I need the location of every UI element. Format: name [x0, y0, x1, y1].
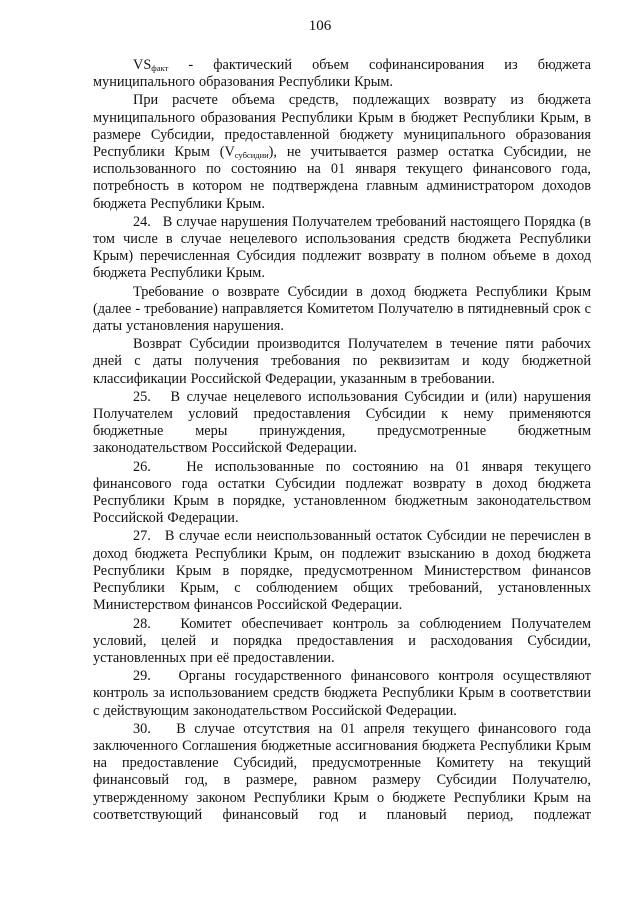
paragraph-p9 [93, 668, 591, 720]
paragraph-p6 [93, 459, 591, 528]
paragraph-text: - фактический объем софинансирования из бюджета муниципального образования Республики Крым. [93, 57, 591, 91]
page-number: 106 [308, 18, 332, 34]
paragraph-p3 [93, 284, 591, 336]
paragraph-text: 25. В случае нецелевого использования Субсидии и (или) нарушения Получателем условий предоставления Субсидии к нему применяются бюджетные меры принуждения, предусмотренные бюджетным законодательством Российской Федерации. [93, 388, 591, 457]
paragraph-p8 [93, 616, 591, 668]
paragraph-text: 26. Не использованные по состоянию на 01 января текущего финансового года остатки Субсидии подлежат возврату в доход бюджета Республики Крым в порядке, установленном бюджетным законодательством Российской Федерации. [93, 458, 591, 527]
paragraph-p0 [93, 57, 591, 91]
paragraph-p7 [93, 528, 591, 614]
paragraph-p1 [93, 92, 591, 212]
paragraph-text: Возврат Субсидии производится Получателем в течение пяти рабочих дней с даты получения требования по реквизитам и коду бюджетной классификации Российской Федерации, указанным в требовании. [93, 336, 591, 387]
paragraph-text: 28. Комитет обеспечивает контроль за соблюдением Получателем условий, целей и порядка предоставления и расходования Субсидии, установленных при её предоставлении. [93, 615, 591, 666]
paragraph-text: ), не учитывается размер остатка Субсидии, не использованного по состоянию на 01 января текущего финансового года, потребность в котором не подтверждена главным администратором доходов бюджета Республики Крым. [93, 144, 591, 212]
paragraph-text: 29. Органы государственного финансового контроля осуществляют контроль за использованием средств бюджета Республики Крым в соответствии с действующим законодательством Российской Федерации. [93, 668, 591, 719]
paragraph-text: Требование о возврате Субсидии в доход бюджета Республики Крым (далее - требование) направляется Комитетом Получателю в пятидневный срок с даты установления нарушения. [93, 283, 591, 335]
paragraph-text: VS [133, 57, 152, 73]
paragraph-p4 [93, 336, 591, 388]
subscript-text: субсидии [234, 150, 269, 161]
paragraph-p10 [93, 721, 591, 824]
paragraph-text: 30. В случае отсутствия на 01 апреля текущего финансового года заключенного Соглашения бюджетные ассигнования бюджета Республики Крым на предоставление Субсидий, предусмотренные Комитету на текущий финансовый год, в размере, равном размеру Субсидии Получателю, утвержденному законом Республики Крым о бюджете Республики Крым на соответствующий финансовый год и плановый период, подлежат [93, 720, 591, 823]
paragraph-text: 27. В случае если неиспользованный остаток Субсидии не перечислен в доход бюджета Республики Крым, он подлежит взысканию в доход бюджета Республики Крым в порядке, предусмотренном Министерством финансов Республики Крым, с соблюдением общих требований, установленных Министерством финансов Российской Федерации. [93, 528, 591, 614]
paragraph-text: 24. В случае нарушения Получателем требований настоящего Порядка (в том числе в случае нецелевого использования средств бюджета Республики Крым) перечисленная Субсидия подлежит возврату в полном объеме в доход бюджета Республики Крым. [93, 213, 591, 282]
paragraph-p5 [93, 389, 591, 458]
paragraph-p2 [93, 214, 591, 283]
document-body [93, 57, 591, 825]
subscript-text: факт [151, 63, 169, 73]
paragraph-text: При расчете объема средств, подлежащих возврату из бюджета муниципального образования Республики Крым в бюджет Республики Крым, в размере Субсидии, предоставленной бюджету муниципального образования Республики Крым (V [93, 92, 591, 161]
